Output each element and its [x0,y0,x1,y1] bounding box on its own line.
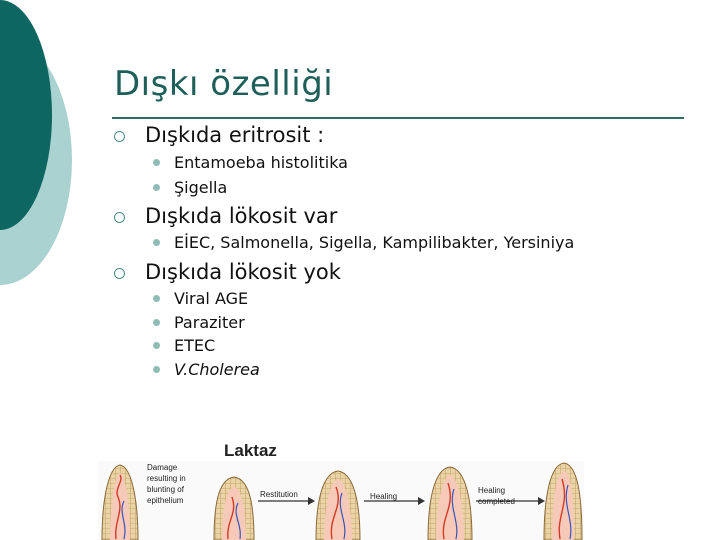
villus-shape [102,465,138,540]
dot-bullet-icon [153,319,160,326]
villus-healing-diagram [98,461,584,540]
figure-title: Laktaz [224,441,277,460]
dot-bullet-icon [153,342,160,349]
section-heading-leukocyte-absent [114,260,341,284]
list-item [153,360,260,379]
title-divider [112,117,684,119]
list-item-text: Entamoeba histolitika [174,153,348,172]
villus-shape [544,463,582,540]
villus-shape [214,477,254,540]
list-item [153,336,215,355]
dot-bullet-icon [153,366,160,373]
villus-shape [428,467,472,540]
ring-bullet-icon [114,212,125,223]
ring-bullet-icon [114,268,125,279]
healing-completed-label: Healing completed [478,486,515,506]
dot-bullet-icon [153,295,160,302]
section-heading-leukocyte-present [114,204,337,228]
dot-bullet-icon [153,239,160,246]
dot-bullet-icon [153,159,160,166]
section-heading-erythrocyte [114,123,324,147]
section-heading-text: Dışkıda lökosit yok [145,260,341,284]
list-item-text: Viral AGE [174,289,249,308]
list-item-text: Şigella [174,178,228,197]
list-item [153,153,348,172]
restitution-label: Restitution [260,490,298,499]
section-heading-text: Dışkıda lökosit var [145,204,338,228]
villus-shape [316,471,360,540]
healing-label: Healing [370,492,398,501]
list-item-text: ETEC [174,336,216,355]
list-item-text: Paraziter [174,313,245,332]
list-item [153,178,227,197]
damage-label: Damage resulting in blunting of epithelium [147,463,186,505]
slide-title: Dışkı özelliği [114,64,334,104]
list-item [153,289,248,308]
ring-bullet-icon [114,131,125,142]
section-heading-text: Dışkıda eritrosit : [145,123,325,147]
dot-bullet-icon [153,184,160,191]
decorative-circles [0,0,110,300]
list-item [153,233,574,252]
list-item-text: EİEC, Salmonella, Sigella, Kampilibakter, Yersiniya [174,233,575,252]
list-item-text: V.Cholerea [174,360,260,379]
list-item [153,313,245,332]
